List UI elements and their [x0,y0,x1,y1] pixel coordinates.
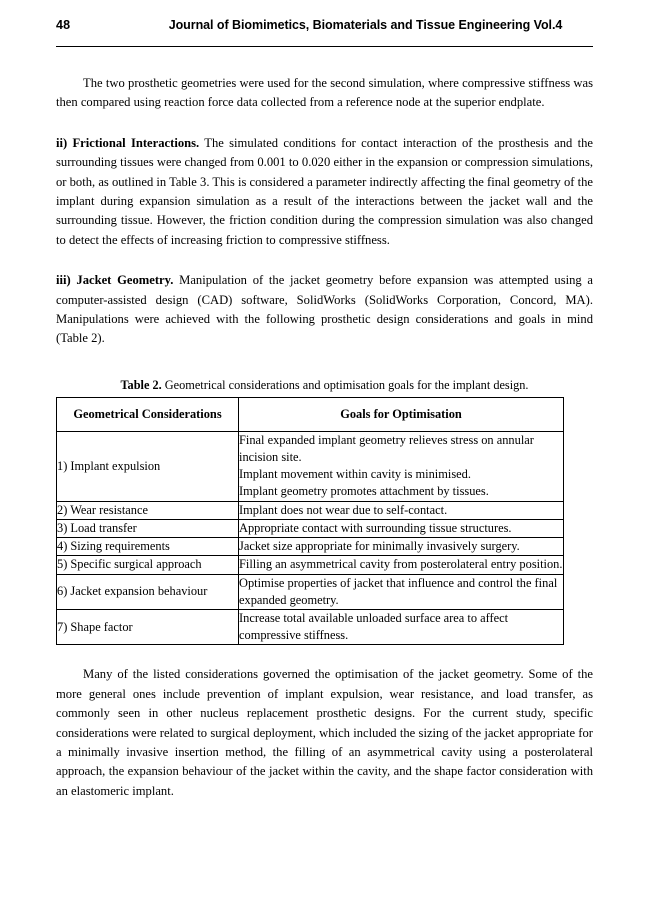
column-header-goals: Goals for Optimisation [239,397,564,431]
page-number: 48 [56,18,71,32]
table-header-row [57,397,564,431]
section-frictional-interactions [56,134,593,250]
table-row [57,431,564,501]
section-iii-text: Manipulation of the jacket geometry before expansion was attempted using a computer-assisted design (CAD) software, SolidWorks (SolidWorks Corporation, Concord, MA). Manipulations were achieved with the following prosthetic design considerations and goals in mind (Table 2). [56,273,593,346]
column-header-considerations: Geometrical Considerations [57,397,239,431]
table-row [57,609,564,644]
table-caption-text: Geometrical considerations and optimisation goals for the implant design. [161,377,529,392]
goal-line: Implant movement within cavity is minimised. [239,467,471,482]
cell-consideration: 6) Jacket expansion behaviour [57,574,239,609]
cell-consideration: 2) Wear resistance [57,501,239,519]
cell-consideration: 3) Load transfer [57,519,239,537]
table-row [57,574,564,609]
cell-goal [239,556,564,574]
cell-consideration: 1) Implant expulsion [57,431,239,501]
table-caption [56,377,593,393]
paragraph-intro: The two prosthetic geometries were used for the second simulation, where compressive stiffness was then compared using reaction force data collected from a reference node at the superior endplate. [56,76,593,110]
cell-consideration: 4) Sizing requirements [57,538,239,556]
goal-line: Filling an asymmetrical cavity from posterolateral entry position. [239,557,563,572]
goal-line: Optimise properties of jacket that influence and control the final expanded geometry. [239,575,558,607]
section-ii-runin-heading: ii) Frictional Interactions. [56,135,200,150]
section-iii-runin-heading: iii) Jacket Geometry. [56,273,174,288]
cell-goal [239,431,564,501]
spacer [56,645,593,665]
goal-line: Implant does not wear due to self-contact. [239,502,448,517]
goal-line: Increase total available unloaded surface area to affect compressive stiffness. [239,610,509,643]
running-head [56,18,593,52]
header-rule [56,46,593,47]
table-geometrical-considerations [56,397,564,645]
spacer [56,349,593,377]
spacer [56,113,593,134]
table-row [57,519,564,537]
cell-consideration: 5) Specific surgical approach [57,556,239,574]
cell-goal [239,538,564,556]
table-row [57,538,564,556]
cell-goal [239,574,564,609]
goal-line: Final expanded implant geometry relieves stress on annular incision site. [239,432,534,465]
table-block [56,377,593,645]
spacer [56,250,593,271]
goal-line: Jacket size appropriate for minimally invasively surgery. [239,539,520,554]
table-row [57,501,564,519]
section-ii-text: The simulated conditions for contact interaction of the prosthesis and the surrounding tissues were changed from 0.001 to 0.020 either in the expansion or compression simulations, or both, as outlined in Table 3. This is considered a parameter indirectly affecting the final geometry of the implant during expansion simulation as a result of the interactions between the jacket wall and the surrounding tissue. However, the friction condition during the compression simulation was also changed to detect the effects of increasing friction to compressive stiffness. [56,135,594,247]
table-caption-label: Table 2. [120,377,162,392]
table-row [57,556,564,574]
paragraph-conclusion: Many of the listed considerations governed the optimisation of the jacket geometry. Some of the more general ones include prevention of implant expulsion, wear resistance, and load transfer, as commonly seen in other nucleus replacement prosthetic designs. For the current study, specific considerations were related to surgical deployment, which included the sizing of the jacket appropriate for a minimally invasive insertion method, the filling of an asymmetrical cavity using a posterolateral approach, the expansion behaviour of the jacket within the cavity, and the shape factor consideration with an elastomeric implant. [56,667,593,798]
journal-title: Journal of Biomimetics, Biomaterials and Tissue Engineering Vol.4 [168,18,563,32]
goal-line: Appropriate contact with surrounding tissue structures. [239,520,512,535]
section-jacket-geometry [56,271,593,349]
cell-goal [239,501,564,519]
page-content [56,0,593,920]
cell-goal [239,609,564,644]
goal-line: Implant geometry promotes attachment by tissues. [239,484,489,499]
spacer [56,52,593,74]
cell-goal [239,519,564,537]
cell-consideration: 7) Shape factor [57,609,239,644]
